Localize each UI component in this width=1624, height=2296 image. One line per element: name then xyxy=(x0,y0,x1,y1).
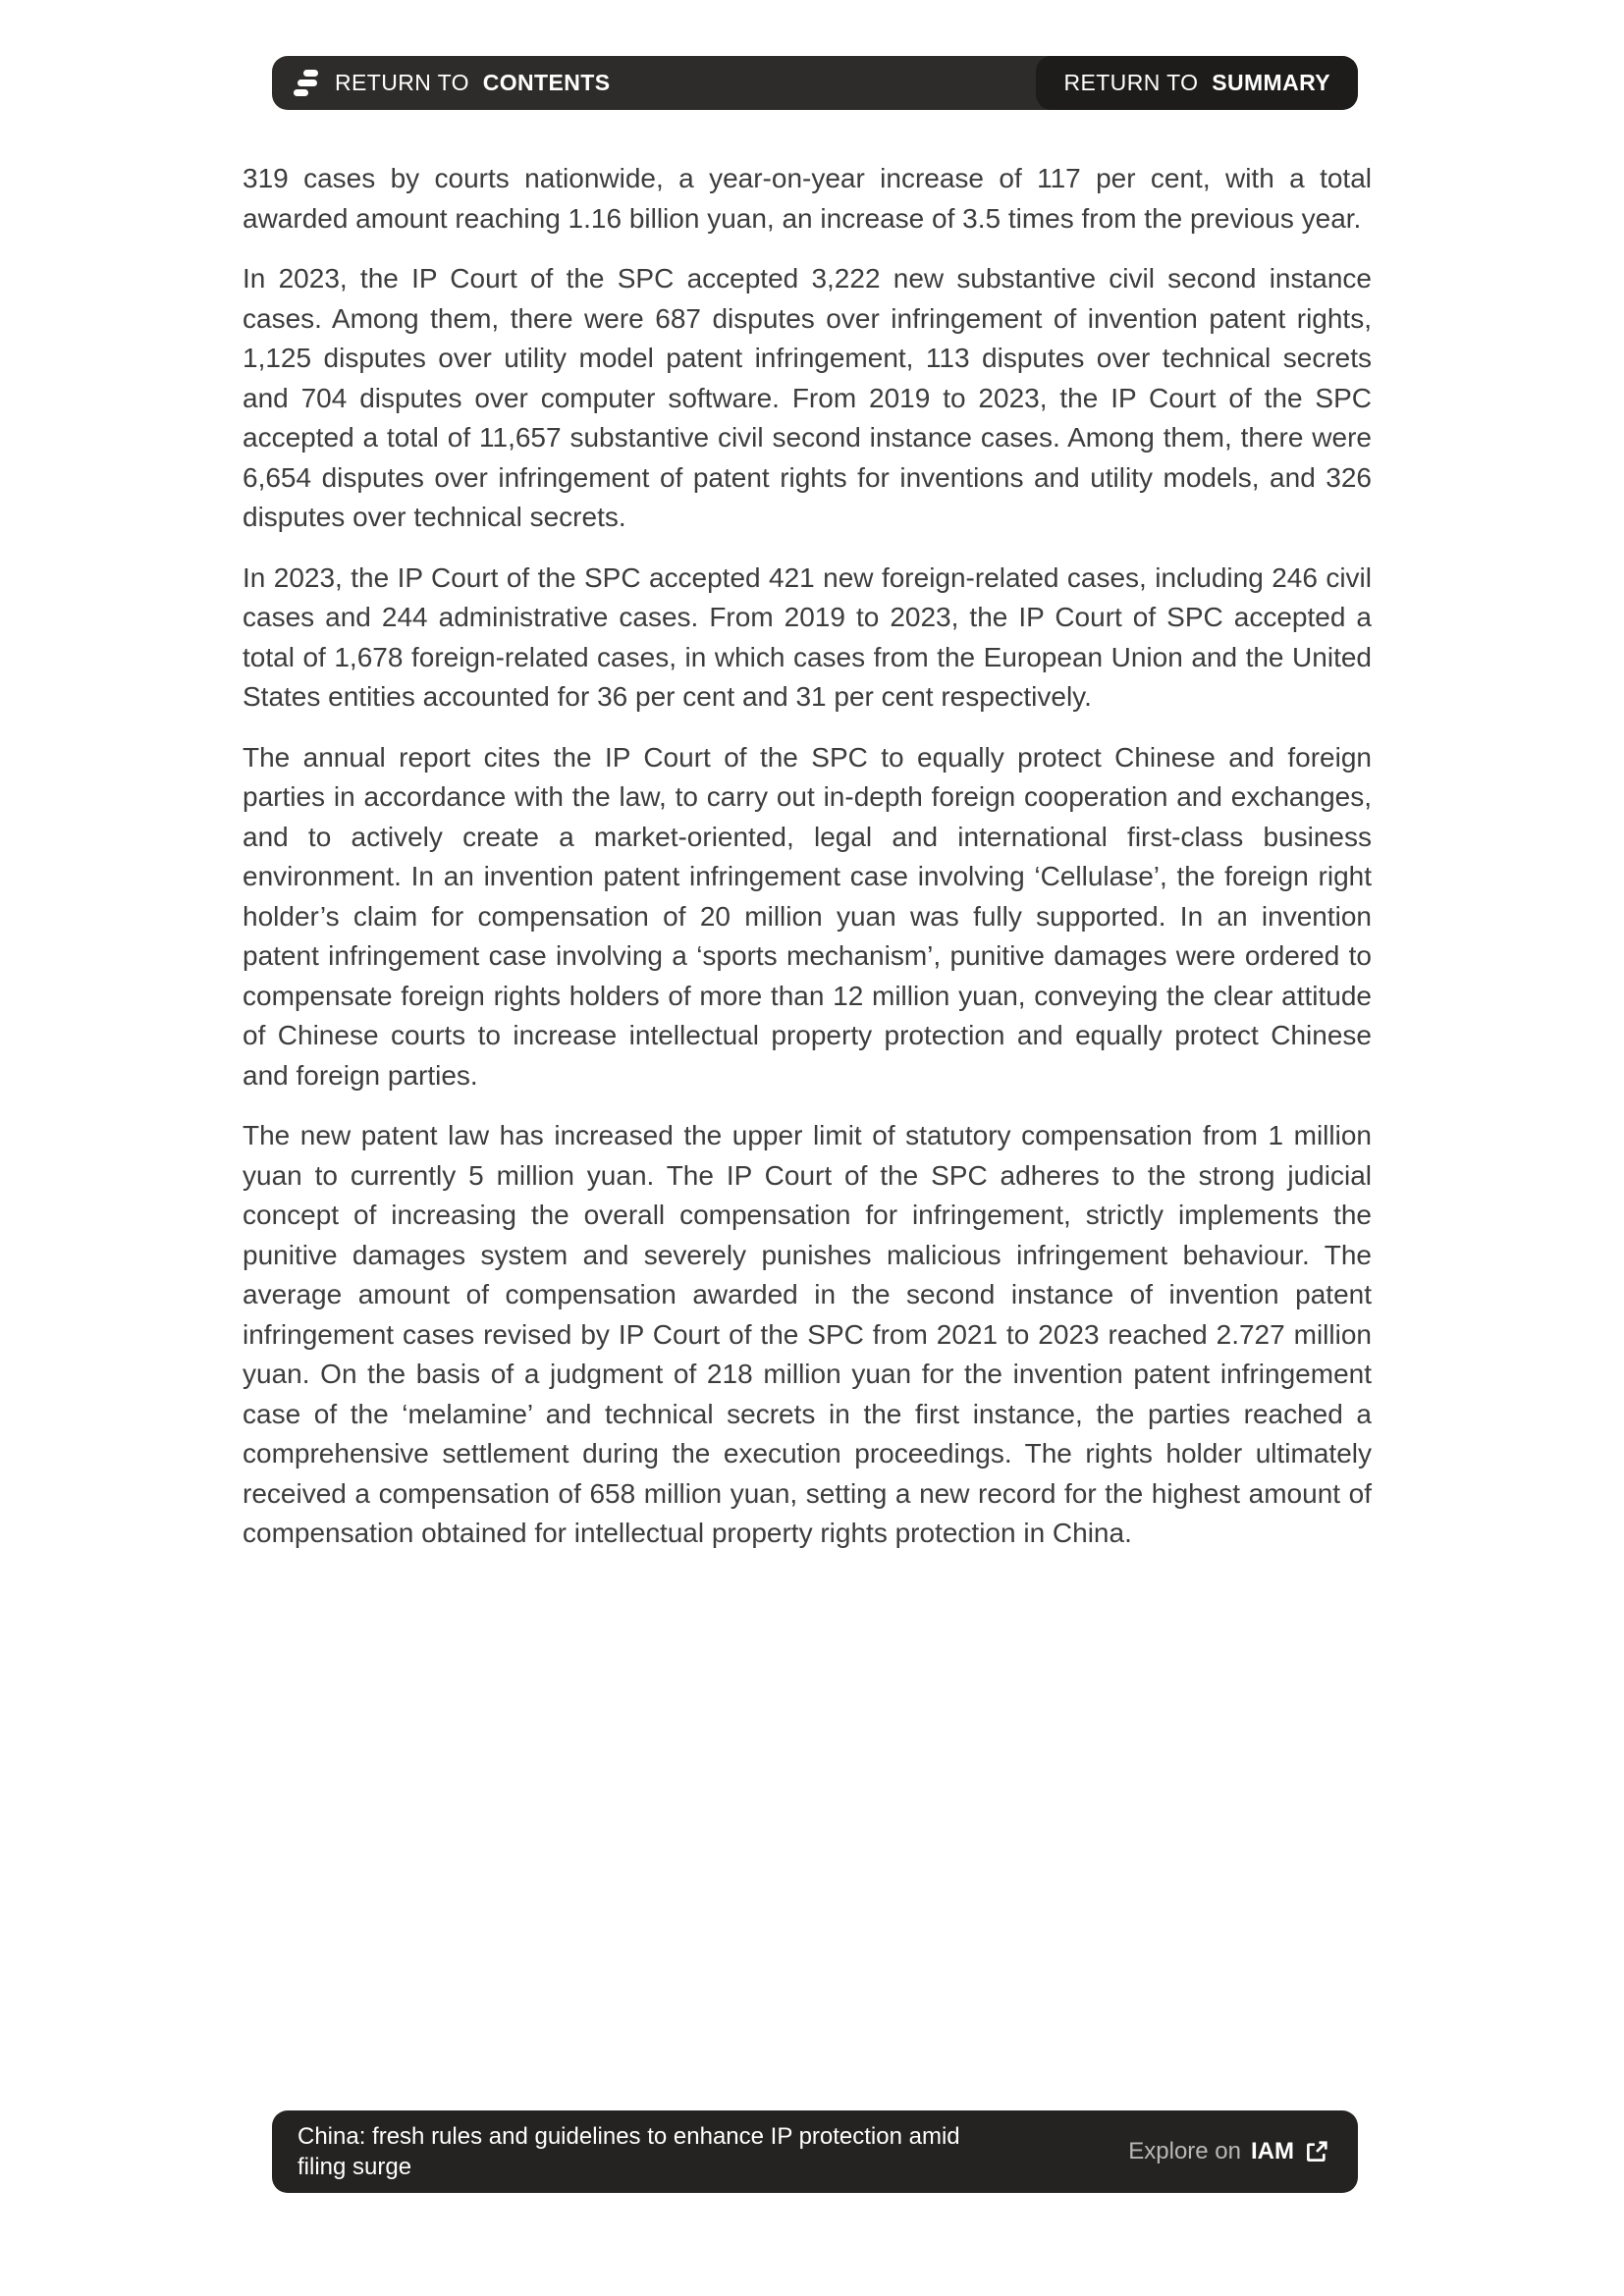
page-header-bar xyxy=(272,56,1358,110)
article-body xyxy=(243,159,1372,1554)
explore-on-text: Explore on xyxy=(1128,2138,1241,2164)
return-to-summary-link[interactable] xyxy=(1036,56,1358,110)
return-to-summary-label xyxy=(1063,70,1330,96)
return-to-text: RETURN TO xyxy=(1063,70,1199,95)
iam-logo-icon xyxy=(294,68,319,99)
paragraph-1: 319 cases by courts nationwide, a year-on-year increase of 117 per cent, with a total awarded amount reaching 1.16 billion yuan, an increase of 3.5 times from the previous year. xyxy=(243,163,1372,234)
page-footer-bar xyxy=(272,2110,1358,2193)
iam-brand-text: IAM xyxy=(1251,2138,1294,2164)
contents-text: CONTENTS xyxy=(482,70,611,95)
summary-text: SUMMARY xyxy=(1212,70,1330,95)
paragraph-4: The annual report cites the IP Court of the SPC to equally protect Chinese and foreign parties in accordance with the law, to carry out in-depth foreign cooperation and exchanges, and to actively create a market-oriented, legal and international first-class business environment. In an invention patent infringement case involving ‘Cellulase’, the foreign right holder’s claim for compensation of 20 million yuan was fully supported. In an invention patent infringement case involving a ‘sports mechanism’, punitive damages were ordered to compensate foreign rights holders of more than 12 million yuan, conveying the clear attitude of Chinese courts to increase intellectual property protection and equally protect Chinese and foreign parties. xyxy=(243,741,1372,1091)
return-to-contents-link[interactable] xyxy=(272,68,610,99)
external-link-icon xyxy=(1304,2140,1328,2164)
return-to-text: RETURN TO xyxy=(335,70,469,95)
explore-on-iam-link[interactable] xyxy=(1128,2138,1328,2165)
return-to-contents-label xyxy=(335,70,610,96)
paragraph-2: In 2023, the IP Court of the SPC accepted 3,222 new substantive civil second instance cases. Among them, there were 687 disputes over infringement of invention patent rights, 1,125 disputes over utility model patent infringement, 113 disputes over technical secrets and 704 disputes over computer software. From 2019 to 2023, the IP Court of the SPC accepted a total of 11,657 substantive civil second instance cases. Among them, there were 6,654 disputes over infringement of patent rights for inventions and utility models, and 326 disputes over technical secrets. xyxy=(243,263,1372,532)
paragraph-3: In 2023, the IP Court of the SPC accepted 421 new foreign-related cases, including 246 civil cases and 244 administrative cases. From 2019 to 2023, the IP Court of SPC accepted a total of 1,678 foreign-related cases, in which cases from the European Union and the United States entities accounted for 36 per cent and 31 per cent respectively. xyxy=(243,561,1372,712)
paragraph-5: The new patent law has increased the upper limit of statutory compensation from 1 million yuan to currently 5 million yuan. The IP Court of the SPC adheres to the strong judicial concept of increasing the overall compensation for infringement, strictly implements the punitive damages system and severely punishes malicious infringement behaviour. The average amount of compensation awarded in the second instance of invention patent infringement cases revised by IP Court of the SPC from 2021 to 2023 reached 2.727 million yuan. On the basis of a judgment of 218 million yuan for the invention patent infringement case of the ‘melamine’ and technical secrets in the first instance, the parties reached a comprehensive settlement during the execution proceedings. The rights holder ultimately received a compensation of 658 million yuan, setting a new record for the highest amount of compensation obtained for intellectual property rights protection in China. xyxy=(243,1120,1372,1548)
article-title: China: fresh rules and guidelines to enhance IP protection amid filing surge xyxy=(298,2123,960,2180)
